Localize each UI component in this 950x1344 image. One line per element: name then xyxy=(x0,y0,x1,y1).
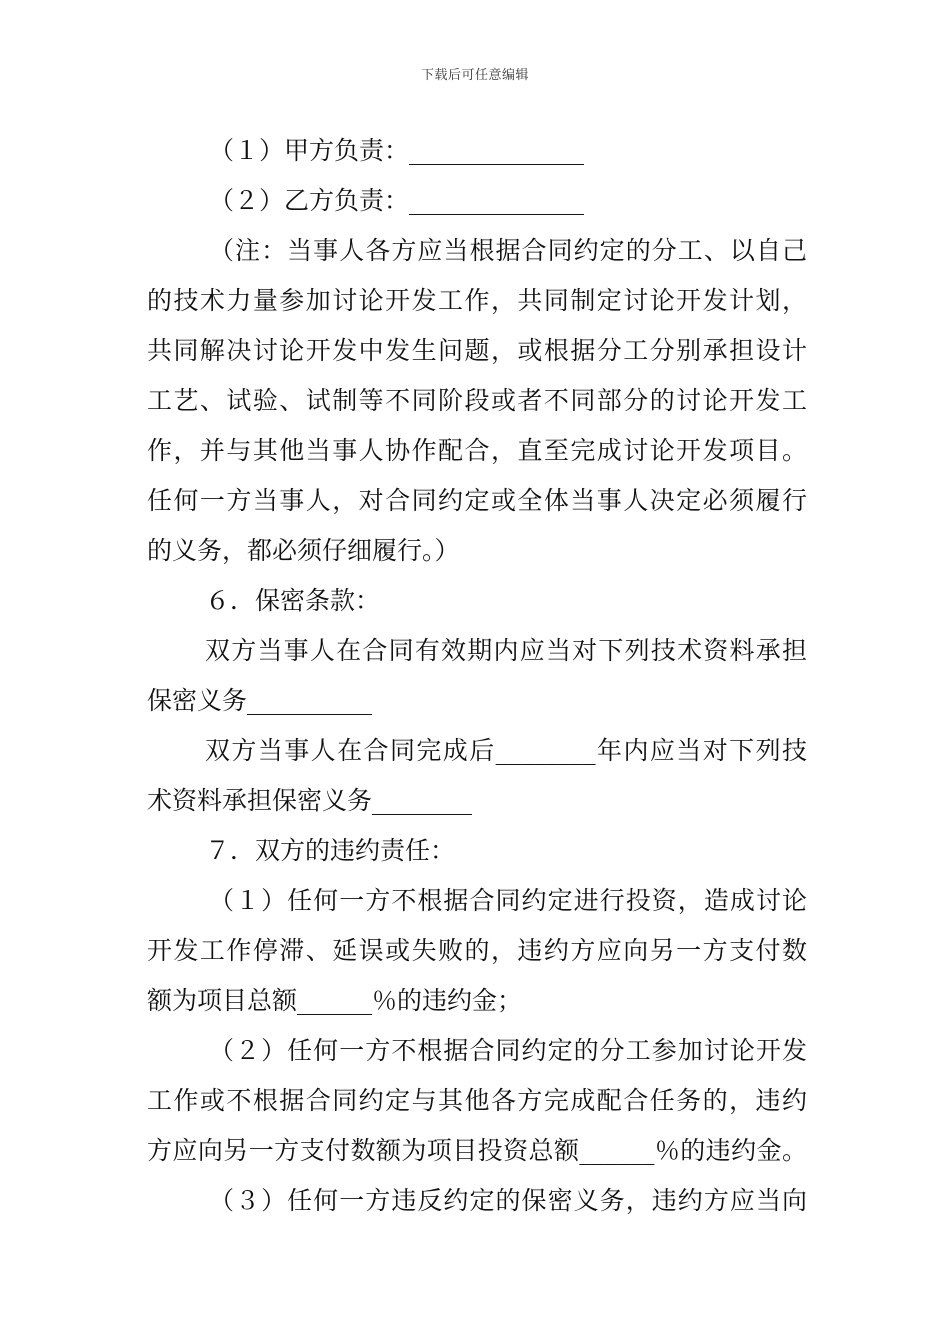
paragraph-line: 开发工作停滞、延误或失败的，违约方应向另一方支付数 xyxy=(147,936,807,965)
section-heading-confidentiality: ６．保密条款： xyxy=(205,586,381,615)
document-body xyxy=(147,126,807,1226)
paragraph-line: 方应向另一方支付数额为项目投资总额______％的违约金。 xyxy=(147,1136,807,1165)
clause-party-a-responsibility: （１）甲方负责：______________ xyxy=(209,136,585,165)
paragraph-line: 保密义务__________ xyxy=(147,686,373,715)
page-header: 下载后可任意编辑 xyxy=(420,68,529,83)
note-line: 共同解决讨论开发中发生问题，或根据分工分别承担设计 xyxy=(147,336,807,365)
note-line: （注：当事人各方应当根据合同约定的分工、以自己 xyxy=(209,236,807,265)
note-line: 作，并与其他当事人协作配合，直至完成讨论开发项目。 xyxy=(147,436,807,465)
paragraph-line: 额为项目总额______％的违约金； xyxy=(147,986,523,1015)
paragraph-line: （２）任何一方不根据合同约定的分工参加讨论开发 xyxy=(209,1036,807,1065)
clause-party-b-responsibility: （２）乙方负责：______________ xyxy=(209,186,585,215)
paragraph-line: 双方当事人在合同有效期内应当对下列技术资料承担 xyxy=(205,636,807,665)
paragraph-line: （３）任何一方违反约定的保密义务，违约方应当向 xyxy=(209,1186,807,1215)
paragraph-line: 术资料承担保密义务________ xyxy=(147,786,473,815)
paragraph-line: 工作或不根据合同约定与其他各方完成配合任务的，违约 xyxy=(147,1086,807,1115)
section-heading-breach-liability: ７．双方的违约责任： xyxy=(205,836,456,865)
note-line: 的技术力量参加讨论开发工作，共同制定讨论开发计划， xyxy=(147,286,807,315)
paragraph-line: 双方当事人在合同完成后________年内应当对下列技 xyxy=(205,736,807,765)
note-line: 的义务，都必须仔细履行。） xyxy=(147,536,460,565)
note-line: 任何一方当事人，对合同约定或全体当事人决定必须履行 xyxy=(147,486,807,515)
note-line: 工艺、试验、试制等不同阶段或者不同部分的讨论开发工 xyxy=(147,386,807,415)
paragraph-line: （１）任何一方不根据合同约定进行投资，造成讨论 xyxy=(209,886,807,915)
